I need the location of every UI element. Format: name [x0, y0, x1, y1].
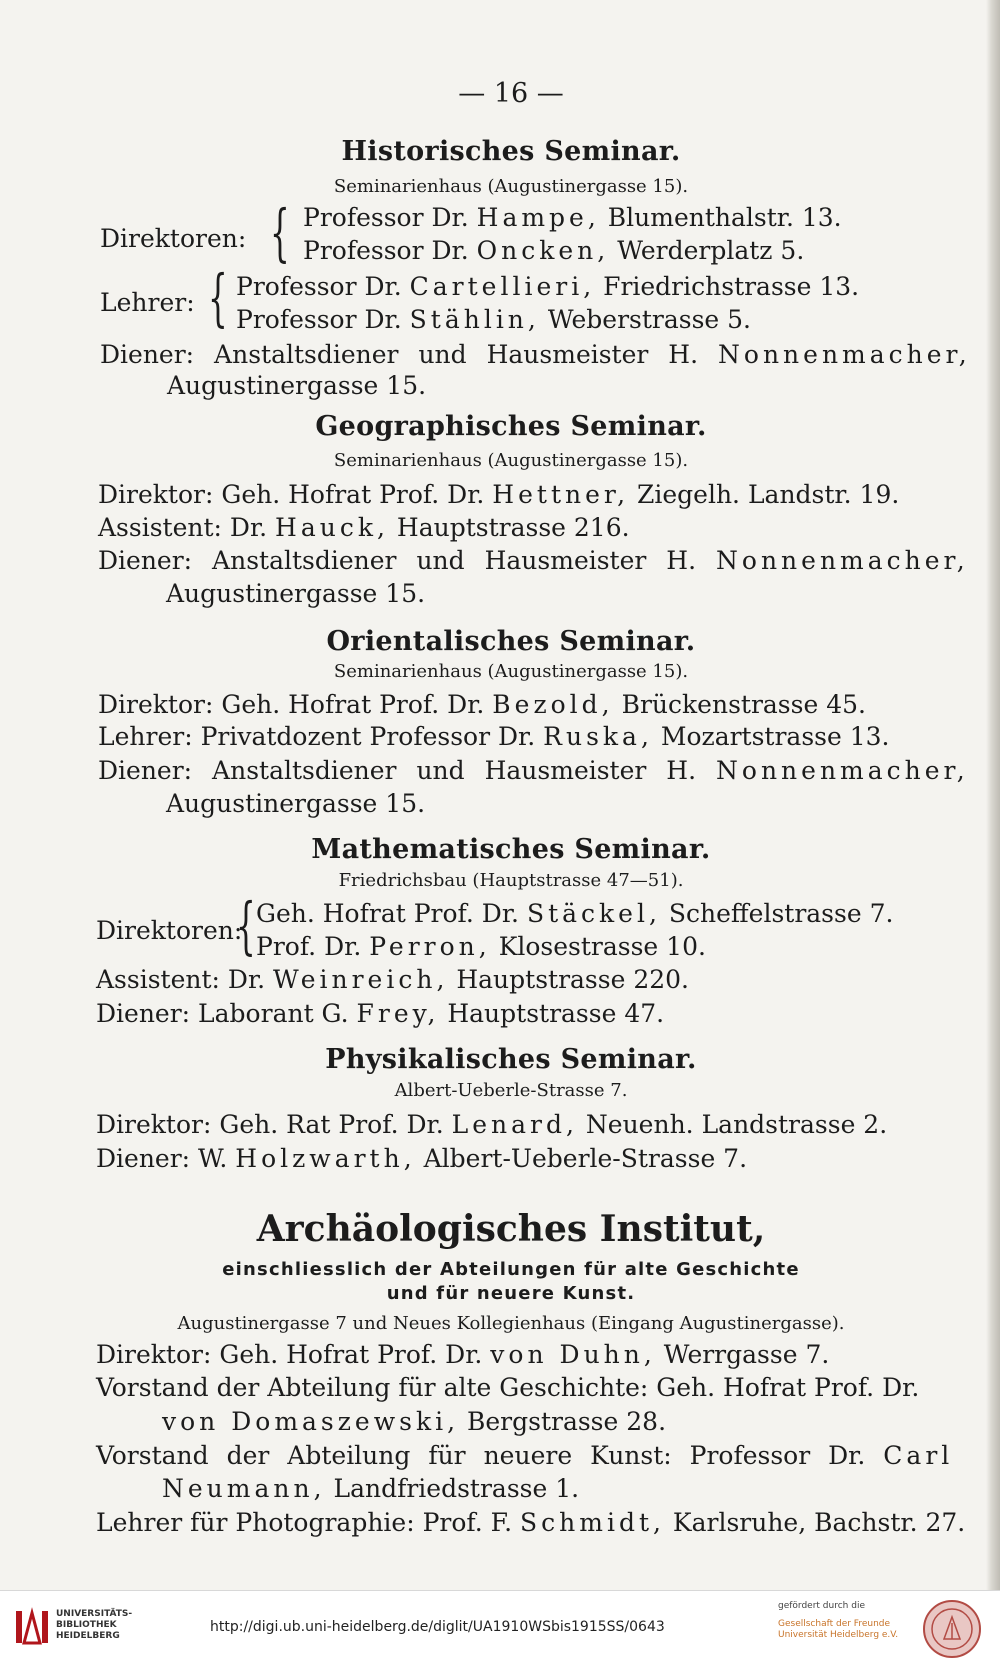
title-text: Professor Dr.	[303, 236, 469, 265]
person-name: Nonnenmacher,	[716, 756, 969, 785]
person-name: Stählin,	[409, 305, 540, 334]
direktor-line	[256, 932, 706, 961]
title-text: Assistent: Dr.	[98, 513, 268, 542]
source-url-link[interactable]: http://digi.ub.uni-heidelberg.de/diglit/UA1910WSbis1915SS/0643	[210, 1619, 665, 1635]
section-note-line2: und für neuere Kunst.	[386, 1283, 636, 1304]
library-name-line: UNIVERSITÄTS-	[56, 1609, 133, 1619]
lehrer-line	[236, 305, 751, 334]
address-text: Werrgasse 7.	[663, 1340, 830, 1369]
lehrer-label: Lehrer:	[100, 288, 195, 317]
section-title-mathematisches: Mathematisches Seminar.	[311, 834, 711, 865]
page-number: — 16 —	[458, 78, 564, 109]
title-text: Professor Dr.	[303, 203, 469, 232]
assistent-line	[96, 965, 689, 994]
person-name: Frey,	[356, 999, 440, 1028]
vorstand-name-line	[162, 1474, 579, 1503]
diener-line	[96, 1144, 747, 1173]
assistent-line	[98, 513, 630, 542]
diener-address: Augustinergasse 15.	[166, 579, 426, 608]
title-text: Vorstand der Abteilung für neuere Kunst: Professor Dr.	[96, 1441, 866, 1470]
university-seal-icon	[922, 1599, 982, 1659]
person-name: von Domaszewski,	[162, 1407, 460, 1436]
brace-direktoren: {	[236, 889, 256, 962]
address-text: Blumenthalstr. 13.	[607, 203, 842, 232]
direktor-line	[96, 1110, 887, 1139]
section-title-physikalisches: Physikalisches Seminar.	[325, 1044, 697, 1075]
diener-line	[100, 340, 971, 369]
person-name: Stäckel,	[526, 899, 661, 928]
library-name-line: HEIDELBERG	[56, 1631, 120, 1641]
address-text: Werderplatz 5.	[617, 236, 805, 265]
vorstand-name-line	[162, 1407, 666, 1436]
footer-bar	[0, 1590, 1000, 1665]
address-text: Hauptstrasse 216.	[396, 513, 630, 542]
person-name: Weinreich,	[273, 965, 449, 994]
diener-text: Diener: Laborant G.	[96, 999, 349, 1028]
section-title-historisches: Historisches Seminar.	[341, 136, 681, 167]
diener-text: Diener: Anstaltsdiener und Hausmeister H.	[98, 546, 697, 575]
section-address-geographisches: Seminarienhaus (Augustinergasse 15).	[333, 450, 689, 471]
person-name: Neumann,	[162, 1474, 326, 1503]
section-title-geographisches: Geographisches Seminar.	[315, 411, 707, 442]
direktor-line	[98, 690, 866, 719]
section-address-historisches: Seminarienhaus (Augustinergasse 15).	[333, 176, 689, 197]
direktoren-label: Direktoren:	[96, 916, 243, 945]
title-text: Professor Dr.	[236, 272, 402, 301]
direktor-line	[256, 899, 893, 928]
title-text: Professor Dr.	[236, 305, 402, 334]
address-text: Weberstrasse 5.	[547, 305, 751, 334]
address-text: Friedrichstrasse 13.	[603, 272, 860, 301]
address-text: Klosestrasse 10.	[498, 932, 706, 961]
diener-text: Diener: Anstaltsdiener und Hausmeister H.	[98, 756, 697, 785]
section-address-archaeologisches: Augustinergasse 7 und Neues Kollegienhaus (Eingang Augustinergasse).	[177, 1313, 845, 1334]
diener-line	[96, 999, 664, 1028]
section-address-mathematisches: Friedrichsbau (Hauptstrasse 47—51).	[338, 870, 684, 891]
address-text: Karlsruhe, Bachstr. 27.	[672, 1508, 966, 1537]
funder-name-line: Gesellschaft der Freunde	[778, 1619, 891, 1629]
lehrer-line	[236, 272, 859, 301]
person-name: Hettner,	[492, 480, 630, 509]
address-text: Neuenh. Landstrasse 2.	[585, 1110, 888, 1139]
title-text: Lehrer für Photographie: Prof. F.	[96, 1508, 513, 1537]
diener-address: Augustinergasse 15.	[167, 371, 427, 400]
title-text: Direktor: Geh. Hofrat Prof. Dr.	[98, 690, 485, 719]
brace-lehrer: {	[208, 261, 228, 334]
funded-by-label: gefördert durch die	[778, 1601, 865, 1611]
section-title-orientalisches: Orientalisches Seminar.	[326, 626, 696, 657]
vorstand-line: Vorstand der Abteilung für alte Geschichte: Geh. Hofrat Prof. Dr.	[96, 1373, 920, 1402]
person-name: Lenard,	[451, 1110, 578, 1139]
person-name: Perron,	[369, 932, 491, 961]
address-text: Landfriedstrasse 1.	[333, 1474, 580, 1503]
direktor-line	[303, 236, 804, 265]
address-text: Mozartstrasse 13.	[660, 722, 890, 751]
address-text: Ziegelh. Landstr. 19.	[637, 480, 900, 509]
funder-name	[778, 1619, 898, 1641]
direktor-line	[303, 203, 842, 232]
person-name: Cartellieri,	[409, 272, 596, 301]
direktoren-label: Direktoren:	[100, 224, 247, 253]
title-text: Geh. Hofrat Prof. Dr.	[256, 899, 519, 928]
direktor-line	[98, 480, 899, 509]
person-name: Nonnenmacher,	[716, 546, 969, 575]
person-name: Carl	[883, 1441, 954, 1470]
direktor-line	[96, 1340, 829, 1369]
funder-name-line: Universität Heidelberg e.V.	[778, 1630, 899, 1640]
person-name: Schmidt,	[520, 1508, 665, 1537]
section-note-line1: einschliesslich der Abteilungen für alte Geschichte	[222, 1259, 800, 1280]
person-name: Nonnenmacher,	[718, 340, 971, 369]
diener-line	[98, 756, 969, 785]
person-name: Hauck,	[275, 513, 389, 542]
address-text: Scheffelstrasse 7.	[668, 899, 894, 928]
person-name: von Duhn,	[490, 1340, 656, 1369]
address-text: Bergstrasse 28.	[467, 1407, 667, 1436]
title-text: Assistent: Dr.	[96, 965, 266, 994]
person-name: Hampe,	[476, 203, 600, 232]
person-name: Ruska,	[543, 722, 653, 751]
library-name-line: BIBLIOTHEK	[56, 1620, 117, 1630]
diener-text: Diener: W.	[96, 1144, 228, 1173]
address-text: Hauptstrasse 47.	[447, 999, 665, 1028]
library-logo-icon	[14, 1607, 50, 1647]
page-edge-shadow	[986, 0, 1000, 1590]
vorstand-line	[96, 1441, 953, 1470]
diener-text: Diener: Anstaltsdiener und Hausmeister H.	[100, 340, 699, 369]
brace-direktoren: {	[270, 196, 290, 269]
diener-line	[98, 546, 969, 575]
title-text: Lehrer: Privatdozent Professor Dr.	[98, 722, 536, 751]
section-title-archaeologisches: Archäologisches Institut,	[256, 1208, 766, 1250]
address-text: Hauptstrasse 220.	[456, 965, 689, 994]
title-text: Direktor: Geh. Rat Prof. Dr.	[96, 1110, 444, 1139]
person-name: Holzwarth,	[235, 1144, 416, 1173]
address-text: Brückenstrasse 45.	[621, 690, 866, 719]
library-name	[56, 1609, 132, 1642]
person-name: Bezold,	[492, 690, 614, 719]
person-name: Oncken,	[476, 236, 610, 265]
section-address-physikalisches: Albert-Ueberle-Strasse 7.	[394, 1080, 628, 1101]
lehrer-line	[98, 722, 890, 751]
section-address-orientalisches: Seminarienhaus (Augustinergasse 15).	[333, 661, 689, 682]
title-text: Prof. Dr.	[256, 932, 362, 961]
title-text: Direktor: Geh. Hofrat Prof. Dr.	[98, 480, 485, 509]
address-text: Albert-Ueberle-Strasse 7.	[423, 1144, 748, 1173]
title-text: Direktor: Geh. Hofrat Prof. Dr.	[96, 1340, 483, 1369]
photographie-line	[96, 1508, 965, 1537]
diener-address: Augustinergasse 15.	[166, 789, 426, 818]
